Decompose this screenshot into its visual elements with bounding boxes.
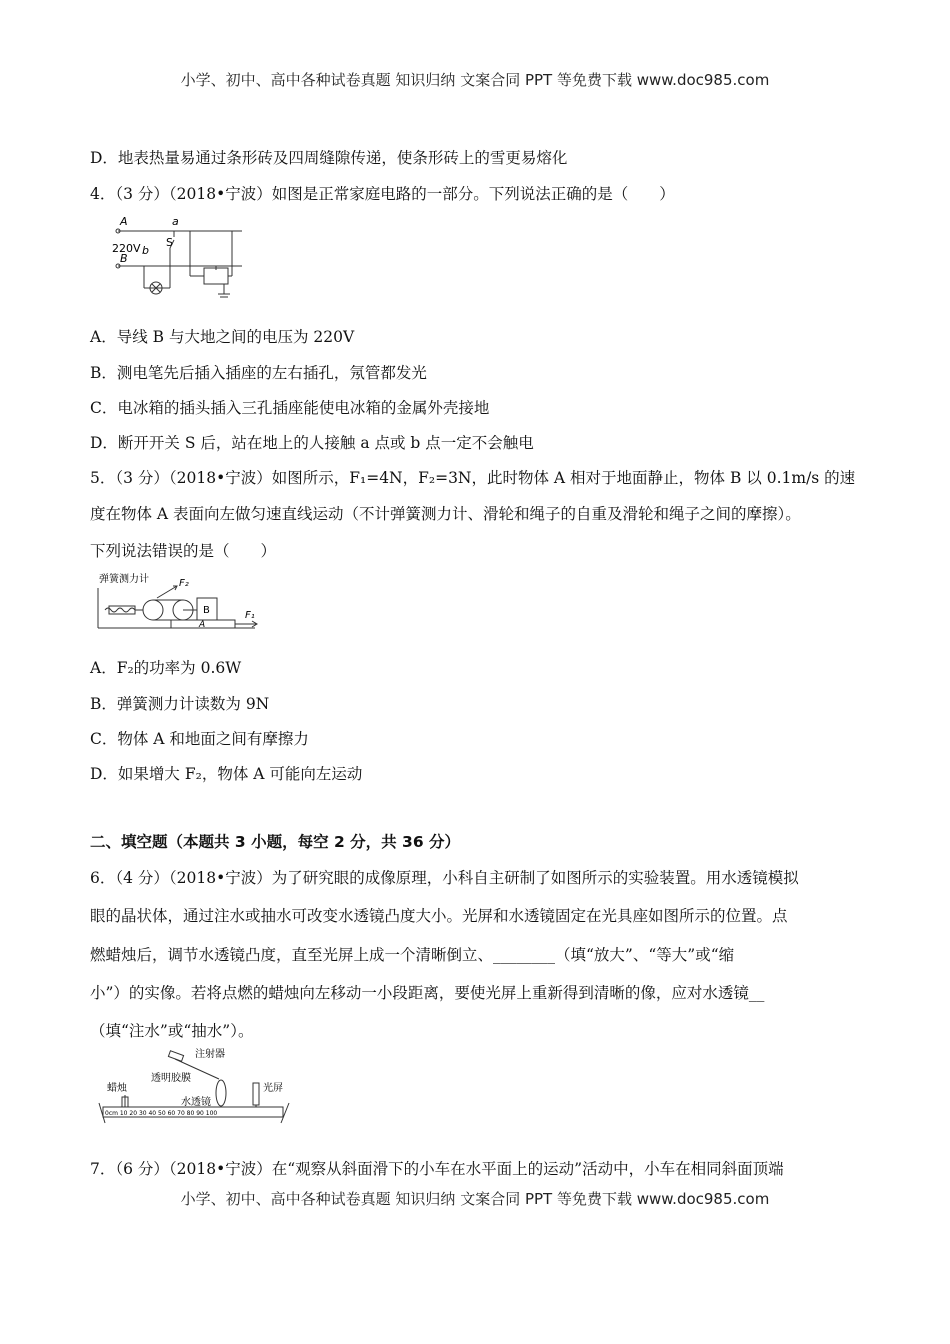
q7-line1: 7．（6 分）（2018•宁波）在“观察从斜面滑下的小车在水平面上的运动”活动中，小车在相同斜面顶端 xyxy=(90,1160,784,1178)
q6-line4: 小”）的实像。若将点燃的蜡烛向左移动一小段距离，要使光屏上重新得到清晰的像，应对水透镜__ xyxy=(90,984,765,1002)
q6-line1: 6．（4 分）（2018•宁波）为了研究眼的成像原理，小科自主研制了如图所示的实验装置。用水透镜模拟 xyxy=(90,869,799,887)
section2-title: 二、填空题（本题共 3 小题，每空 2 分，共 36 分） xyxy=(90,833,461,851)
q6-fig-label-screen: 光屏 xyxy=(263,1083,283,1094)
q5-fig-label-F2: F₂ xyxy=(179,578,189,589)
q6-fig-label-film: 透明胶膜 xyxy=(151,1073,191,1084)
q5-option-d: D．如果增大 F₂，物体 A 可能向左运动 xyxy=(90,765,363,783)
q3-option-d: D．地表热量易通过条形砖及四周缝隙传递，使条形砖上的雪更易熔化 xyxy=(90,149,568,167)
q5-option-a: A．F₂的功率为 0.6W xyxy=(90,659,242,677)
q4-fig-label-b: b xyxy=(142,244,149,257)
q4-option-b: B．测电笔先后插入插座的左右插孔，氖管都发光 xyxy=(90,364,427,382)
q6-fig-label-lens: 水透镜 xyxy=(181,1097,211,1108)
q4-option-d: D．断开开关 S 后，站在地上的人接触 a 点或 b 点一定不会触电 xyxy=(90,434,534,452)
q5-stem-line2: 度在物体 A 表面向左做匀速直线运动（不计弹簧测力计、滑轮和绳子的自重及滑轮和绳子之间的摩擦）。 xyxy=(90,505,801,523)
page-footer: 小学、初中、高中各种试卷真题 知识归纳 文案合同 PPT 等免费下载 www.doc985.com xyxy=(180,1190,770,1208)
q5-fig-label-F1: F₁ xyxy=(245,610,255,621)
q4-fig-label-a: a xyxy=(172,215,179,228)
q5-fig-label-spring: 弹簧测力计 xyxy=(99,574,149,585)
q6-fig-scale: 0cm 10 20 30 40 50 60 70 80 90 100 xyxy=(105,1110,218,1117)
q4-option-a: A．导线 B 与大地之间的电压为 220V xyxy=(90,328,355,346)
q4-fig-label-A: A xyxy=(120,215,128,228)
q5-stem-line3: 下列说法错误的是（ ） xyxy=(90,542,277,560)
q5-stem-line1: 5．（3 分）（2018•宁波）如图所示，F₁=4N，F₂=3N，此时物体 A 相对于地面静止，物体 B 以 0.1m/s 的速 xyxy=(90,469,856,487)
q4-stem: 4．（3 分）（2018•宁波）如图是正常家庭电路的一部分。下列说法正确的是（ ） xyxy=(90,185,675,203)
q5-fig-label-B: B xyxy=(203,605,210,616)
q6-optical-bench-figure xyxy=(95,1045,305,1127)
q5-option-b: B．弹簧测力计读数为 9N xyxy=(90,695,270,713)
q5-option-c: C．物体 A 和地面之间有摩擦力 xyxy=(90,730,309,748)
q6-fig-label-syringe: 注射器 xyxy=(195,1049,225,1060)
q5-pulley-figure xyxy=(95,570,265,632)
q4-option-c: C．电冰箱的插头插入三孔插座能使电冰箱的金属外壳接地 xyxy=(90,399,490,417)
page-header: 小学、初中、高中各种试卷真题 知识归纳 文案合同 PPT 等免费下载 www.doc985.com xyxy=(180,71,770,89)
q6-line2: 眼的晶状体，通过注水或抽水可改变水透镜凸度大小。光屏和水透镜固定在光具座如图所示的位置。点 xyxy=(90,907,788,925)
q4-circuit-figure xyxy=(112,210,252,300)
q6-line5: （填“注水”或“抽水”）。 xyxy=(90,1022,254,1040)
q4-fig-label-220v: 220V xyxy=(112,242,141,255)
q6-line3: 燃蜡烛后，调节水透镜凸度，直至光屏上成一个清晰倒立、________（填“放大”、“等大”或“缩 xyxy=(90,946,735,964)
q5-fig-label-A: A xyxy=(199,620,206,630)
q6-fig-label-candle: 蜡烛 xyxy=(107,1083,127,1094)
q4-fig-label-B: B xyxy=(120,252,128,265)
q4-fig-label-S: S xyxy=(166,236,173,249)
